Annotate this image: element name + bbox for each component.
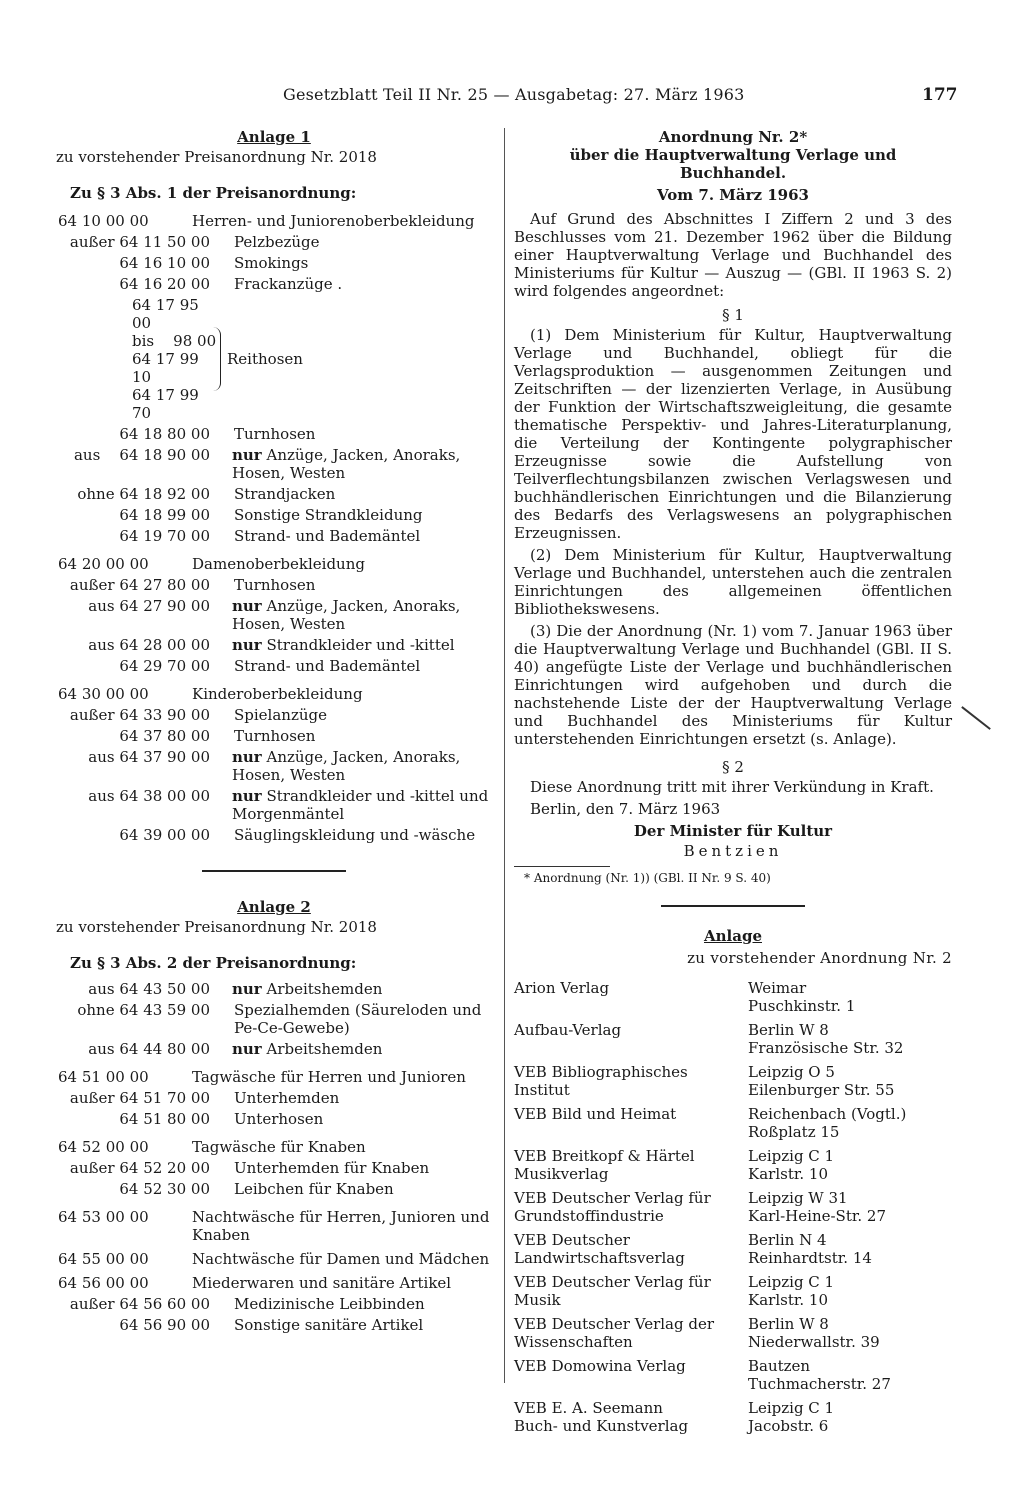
- anlage-subtitle: zu vorstehender Anordnung Nr. 2: [687, 949, 952, 967]
- code: 64 30 00 00: [58, 685, 149, 703]
- nur-qualifier: nur: [232, 787, 262, 805]
- code-row: [56, 636, 492, 654]
- list: [56, 1295, 492, 1334]
- code: ohne 64 43 59 00: [77, 1001, 210, 1019]
- description: Spezialhemden (Säureloden und Pe-Ce-Gewebe): [234, 1001, 482, 1037]
- code-row: [56, 748, 492, 784]
- description: Frackanzüge .: [234, 275, 343, 293]
- nur-qualifier: nur: [232, 980, 262, 998]
- publisher-name: VEB Deutscher Verlag für Grundstoffindustrie: [514, 1189, 711, 1225]
- publisher-address: Reichenbach (Vogtl.) Roßplatz 15: [748, 1105, 907, 1141]
- code-group-row: [56, 1274, 492, 1292]
- description: Strand- und Bademäntel: [234, 657, 421, 675]
- description: Nachtwäsche für Damen und Mädchen: [192, 1250, 490, 1268]
- code: 64 52 00 00: [58, 1138, 149, 1156]
- description: Medizinische Leibbinden: [234, 1295, 425, 1313]
- publisher-row: [514, 979, 952, 1015]
- page-header: [0, 86, 1024, 108]
- curly-brace: [212, 327, 221, 391]
- code: außer 64 51 70 00: [69, 1089, 210, 1107]
- description-text: Anzüge, Jacken, Anoraks, Hosen, Westen: [232, 446, 461, 482]
- code-row: [56, 446, 492, 482]
- anlage-title: Anlage: [704, 927, 762, 945]
- nur-qualifier: nur: [232, 636, 262, 654]
- publisher-row: [514, 1147, 952, 1183]
- publisher-list: [514, 979, 952, 1435]
- code: 64 56 90 00: [119, 1316, 210, 1334]
- publisher-name: VEB Deutscher Verlag der Wissenschaften: [514, 1315, 715, 1351]
- description-text: Arbeitshemden: [266, 980, 383, 998]
- code-row: [56, 787, 492, 823]
- section-divider: [202, 870, 346, 872]
- publisher-name: VEB Domowina Verlag: [514, 1357, 686, 1375]
- code-row: [56, 980, 492, 998]
- list: [56, 1159, 492, 1198]
- code: aus 64 37 90 00: [88, 748, 210, 766]
- code-row: [56, 727, 492, 745]
- description: [210, 980, 492, 998]
- description: Turnhosen: [234, 727, 316, 745]
- anlage1-title: Anlage 1: [237, 128, 311, 146]
- publisher-row: [514, 1189, 952, 1225]
- paragraph-1: (1) Dem Ministerium für Kultur, Hauptverwaltung Verlage und Buchhandel, obliegt für die Verlagsproduktion — ausgenommen Zeitungen und Zeitschriften — der lizenzierten Verlage, in Ausübung der Funktion der Wirtschaftszweigleitung, die gesamte thematische Perspektiv- und Jahres-Literaturplanung, die Verteilung der Kontingente polygraphischer Erzeugnisse sowie die Aufstellung von Teilverflechtungsbilanzen zwischen Verlagswesen und buchhändlerischen Einrichtungen und die Bilanzierung des Bedarfs des Verlagswesens an polygraphischen Erzeugnissen.: [514, 326, 952, 542]
- description: Säuglingskleidung und -wäsche: [234, 826, 476, 844]
- code: 64 51 80 00: [119, 1110, 210, 1128]
- margin-mark: [962, 706, 991, 729]
- code-row: [56, 254, 492, 272]
- publisher-row: [514, 1231, 952, 1267]
- description: [210, 636, 492, 654]
- code-group-row: [56, 1138, 492, 1156]
- anlage2-title: Anlage 2: [237, 898, 311, 916]
- code-row: [56, 1001, 492, 1037]
- publisher-address: Bautzen Tuchmacherstr. 27: [748, 1357, 891, 1393]
- code-group-row: [56, 1068, 492, 1086]
- nur-qualifier: nur: [232, 597, 262, 615]
- list: [56, 1089, 492, 1128]
- left-column: [56, 128, 492, 1337]
- description: Unterhemden für Knaben: [234, 1159, 430, 1177]
- description-text: Strandkleider und -kittel: [266, 636, 455, 654]
- description: Reithosen: [227, 350, 303, 368]
- description: Damenoberbekleidung: [192, 555, 365, 573]
- code: 64 37 80 00: [119, 727, 210, 745]
- signature-title: Der Minister für Kultur: [633, 822, 833, 840]
- code-row: [56, 485, 492, 503]
- code: 64 39 00 00: [119, 826, 210, 844]
- publisher-name: Aufbau-Verlag: [514, 1021, 622, 1039]
- footnote-rule: [514, 866, 610, 867]
- code-group-row: [56, 685, 492, 703]
- description: [210, 597, 492, 633]
- anordnung-subtitle: über die Hauptverwaltung Verlage und Buchhandel.: [569, 146, 897, 182]
- code-row: [56, 1180, 492, 1198]
- code-row: [56, 1089, 492, 1107]
- page-number: 177: [922, 85, 958, 105]
- code-row: [56, 506, 492, 524]
- code-row: [56, 706, 492, 724]
- bracket-group: [56, 296, 492, 422]
- code-group-row: [56, 1250, 492, 1268]
- anlage1-subtitle: zu vorstehender Preisanordnung Nr. 2018: [56, 148, 377, 166]
- publisher-row: [514, 1315, 952, 1351]
- description: Unterhemden: [234, 1089, 340, 1107]
- publisher-name: VEB Deutscher Verlag für Musik: [514, 1273, 711, 1309]
- description: Tagwäsche für Knaben: [192, 1138, 366, 1156]
- description: Leibchen für Knaben: [234, 1180, 394, 1198]
- code: 64 17 95 00: [132, 296, 199, 332]
- code-row: [56, 657, 492, 675]
- description: [210, 446, 492, 482]
- publisher-address: Leipzig C 1 Jacobstr. 6: [748, 1399, 835, 1435]
- anlage2-subtitle: zu vorstehender Preisanordnung Nr. 2018: [56, 918, 377, 936]
- right-column: [514, 128, 952, 1441]
- description: Sonstige sanitäre Artikel: [234, 1316, 424, 1334]
- description-text: Strandkleider und -kittel und Morgenmäntel: [232, 787, 489, 823]
- code-row: [56, 576, 492, 594]
- description-text: Arbeitshemden: [266, 1040, 383, 1058]
- description: Kinderoberbekleidung: [192, 685, 363, 703]
- nur-qualifier: nur: [232, 446, 262, 464]
- nur-qualifier: nur: [232, 1040, 262, 1058]
- code: 64 10 00 00: [58, 212, 149, 230]
- code-row: [56, 1159, 492, 1177]
- description: Miederwaren und sanitäre Artikel: [192, 1274, 452, 1292]
- bracket-codes: [56, 296, 217, 422]
- description: Turnhosen: [234, 576, 316, 594]
- code: aus 64 44 80 00: [88, 1040, 210, 1058]
- paragraph-4: Diese Anordnung tritt mit ihrer Verkündung in Kraft.: [530, 778, 934, 796]
- list: [56, 576, 492, 675]
- code: aus 64 18 90 00: [73, 446, 210, 464]
- publisher-name: VEB Deutscher Landwirtschaftsverlag: [514, 1231, 685, 1267]
- publisher-name: Arion Verlag: [514, 979, 610, 997]
- description: Spielanzüge: [234, 706, 327, 724]
- description-text: Anzüge, Jacken, Anoraks, Hosen, Westen: [232, 597, 461, 633]
- code-group-row: [56, 1208, 492, 1244]
- code: aus 64 27 90 00: [88, 597, 210, 615]
- anordnung-title: Anordnung Nr. 2*: [658, 128, 808, 146]
- code: 64 53 00 00: [58, 1208, 149, 1226]
- code: 64 17 99 10: [132, 350, 199, 386]
- description: [210, 748, 492, 784]
- publisher-row: [514, 1273, 952, 1309]
- description: Nachtwäsche für Herren, Junioren und Knaben: [192, 1208, 490, 1244]
- code-row: [56, 1316, 492, 1334]
- list: [56, 980, 492, 1058]
- publisher-address: Leipzig C 1 Karlstr. 10: [748, 1147, 835, 1183]
- publisher-name: VEB Bibliographisches Institut: [514, 1063, 688, 1099]
- publisher-address: Berlin W 8 Niederwallstr. 39: [748, 1315, 880, 1351]
- publisher-row: [514, 1357, 952, 1393]
- publisher-address: Leipzig W 31 Karl-Heine-Str. 27: [748, 1189, 886, 1225]
- description: Sonstige Strandkleidung: [234, 506, 423, 524]
- signature-name: Bentzien: [683, 842, 783, 860]
- code-row: [56, 275, 492, 293]
- description: [210, 1040, 492, 1058]
- description: Turnhosen: [234, 425, 316, 443]
- description-text: Anzüge, Jacken, Anoraks, Hosen, Westen: [232, 748, 461, 784]
- publisher-row: [514, 1021, 952, 1057]
- code-row: [56, 1040, 492, 1058]
- description: Strand- und Bademäntel: [234, 527, 421, 545]
- code: 64 51 00 00: [58, 1068, 149, 1086]
- code: aus 64 38 00 00: [88, 787, 210, 805]
- paragraph-2: (2) Dem Ministerium für Kultur, Hauptverwaltung Verlage und Buchhandel, unterstehen auch die zentralen Einrichtungen des allgemeinen öffentlichen Bibliothekswesens.: [514, 546, 952, 618]
- code: 64 18 99 00: [119, 506, 210, 524]
- code-group-row: [56, 212, 492, 230]
- description: Strandjacken: [234, 485, 336, 503]
- code: außer 64 27 80 00: [69, 576, 210, 594]
- code: 64 56 00 00: [58, 1274, 149, 1292]
- description: Herren- und Juniorenoberbekleidung: [192, 212, 475, 230]
- section-2-heading: § 2: [722, 758, 744, 776]
- section-1-heading: § 1: [722, 306, 744, 324]
- code: aus 64 28 00 00: [88, 636, 210, 654]
- intro-paragraph: Auf Grund des Abschnittes I Ziffern 2 und 3 des Beschlusses vom 21. Dezember 1962 über die Bildung einer Hauptverwaltung Verlage und Buchhandel des Ministeriums für Kultur — Auszug — (GBl. II 1963 S. 2) wird folgendes angeordnet:: [514, 210, 952, 300]
- code: 64 17 99 70: [132, 386, 199, 422]
- code-group-row: [56, 555, 492, 573]
- code-row: [56, 527, 492, 545]
- paragraph-3: (3) Die der Anordnung (Nr. 1) vom 7. Januar 1963 über die Hauptverwaltung Verlage und Buchhandel (GBl. II S. 40) angefügte Liste der Verlage und buchhändlerischen Einrichtungen wird aufgehoben und durch die nachstehende Liste der der Hauptverwaltung Verlage und Buchhandel des Ministeriums für Kultur unterstehenden Einrichtungen ersetzt (s. Anlage).: [514, 622, 952, 748]
- description: Smokings: [234, 254, 309, 272]
- code: außer 64 52 20 00: [69, 1159, 210, 1177]
- code: außer 64 33 90 00: [69, 706, 210, 724]
- code-row: [56, 826, 492, 844]
- code: außer 64 11 50 00: [69, 233, 210, 251]
- footnote: * Anordnung (Nr. 1)) (GBl. II Nr. 9 S. 40): [524, 871, 771, 885]
- code: 64 29 70 00: [119, 657, 210, 675]
- anlage1-section: Zu § 3 Abs. 1 der Preisanordnung:: [70, 184, 357, 202]
- publisher-name: VEB Bild und Heimat: [514, 1105, 677, 1123]
- code: 64 55 00 00: [58, 1250, 149, 1268]
- publisher-row: [514, 1399, 952, 1435]
- list: [56, 425, 492, 545]
- publisher-address: Berlin W 8 Französische Str. 32: [748, 1021, 904, 1057]
- publisher-name: VEB Breitkopf & Härtel Musikverlag: [514, 1147, 695, 1183]
- description: [210, 787, 492, 823]
- code-row: [56, 233, 492, 251]
- list: [56, 233, 492, 293]
- publisher-address: Berlin N 4 Reinhardtstr. 14: [748, 1231, 872, 1267]
- header-title: Gesetzblatt Teil II Nr. 25 — Ausgabetag: 27. März 1963: [283, 85, 745, 104]
- code: 64 20 00 00: [58, 555, 149, 573]
- code-row: [56, 1295, 492, 1313]
- description: Unterhosen: [234, 1110, 324, 1128]
- publisher-address: Weimar Puschkinstr. 1: [748, 979, 856, 1015]
- publisher-address: Leipzig O 5 Eilenburger Str. 55: [748, 1063, 895, 1099]
- publisher-address: Leipzig C 1 Karlstr. 10: [748, 1273, 835, 1309]
- column-divider: [504, 128, 505, 1383]
- publisher-row: [514, 1063, 952, 1099]
- section-divider: [661, 905, 805, 907]
- code: 64 19 70 00: [119, 527, 210, 545]
- code-row: [56, 597, 492, 633]
- code-row: [56, 425, 492, 443]
- list: [56, 706, 492, 844]
- description: Tagwäsche für Herren und Junioren: [192, 1068, 466, 1086]
- publisher-row: [514, 1105, 952, 1141]
- code-row: [56, 1110, 492, 1128]
- code: 64 16 20 00: [119, 275, 210, 293]
- code: 64 16 10 00: [119, 254, 210, 272]
- code: bis 98 00: [132, 332, 217, 350]
- anlage2-section: Zu § 3 Abs. 2 der Preisanordnung:: [70, 954, 357, 972]
- description: Pelzbezüge: [234, 233, 320, 251]
- code: 64 52 30 00: [119, 1180, 210, 1198]
- publisher-name: VEB E. A. Seemann Buch- und Kunstverlag: [514, 1399, 689, 1435]
- code: 64 18 80 00: [119, 425, 210, 443]
- anordnung-date: Vom 7. März 1963: [657, 186, 809, 204]
- code: außer 64 56 60 00: [69, 1295, 210, 1313]
- nur-qualifier: nur: [232, 748, 262, 766]
- code: aus 64 43 50 00: [88, 980, 210, 998]
- place-date: Berlin, den 7. März 1963: [530, 800, 721, 818]
- code: ohne 64 18 92 00: [77, 485, 210, 503]
